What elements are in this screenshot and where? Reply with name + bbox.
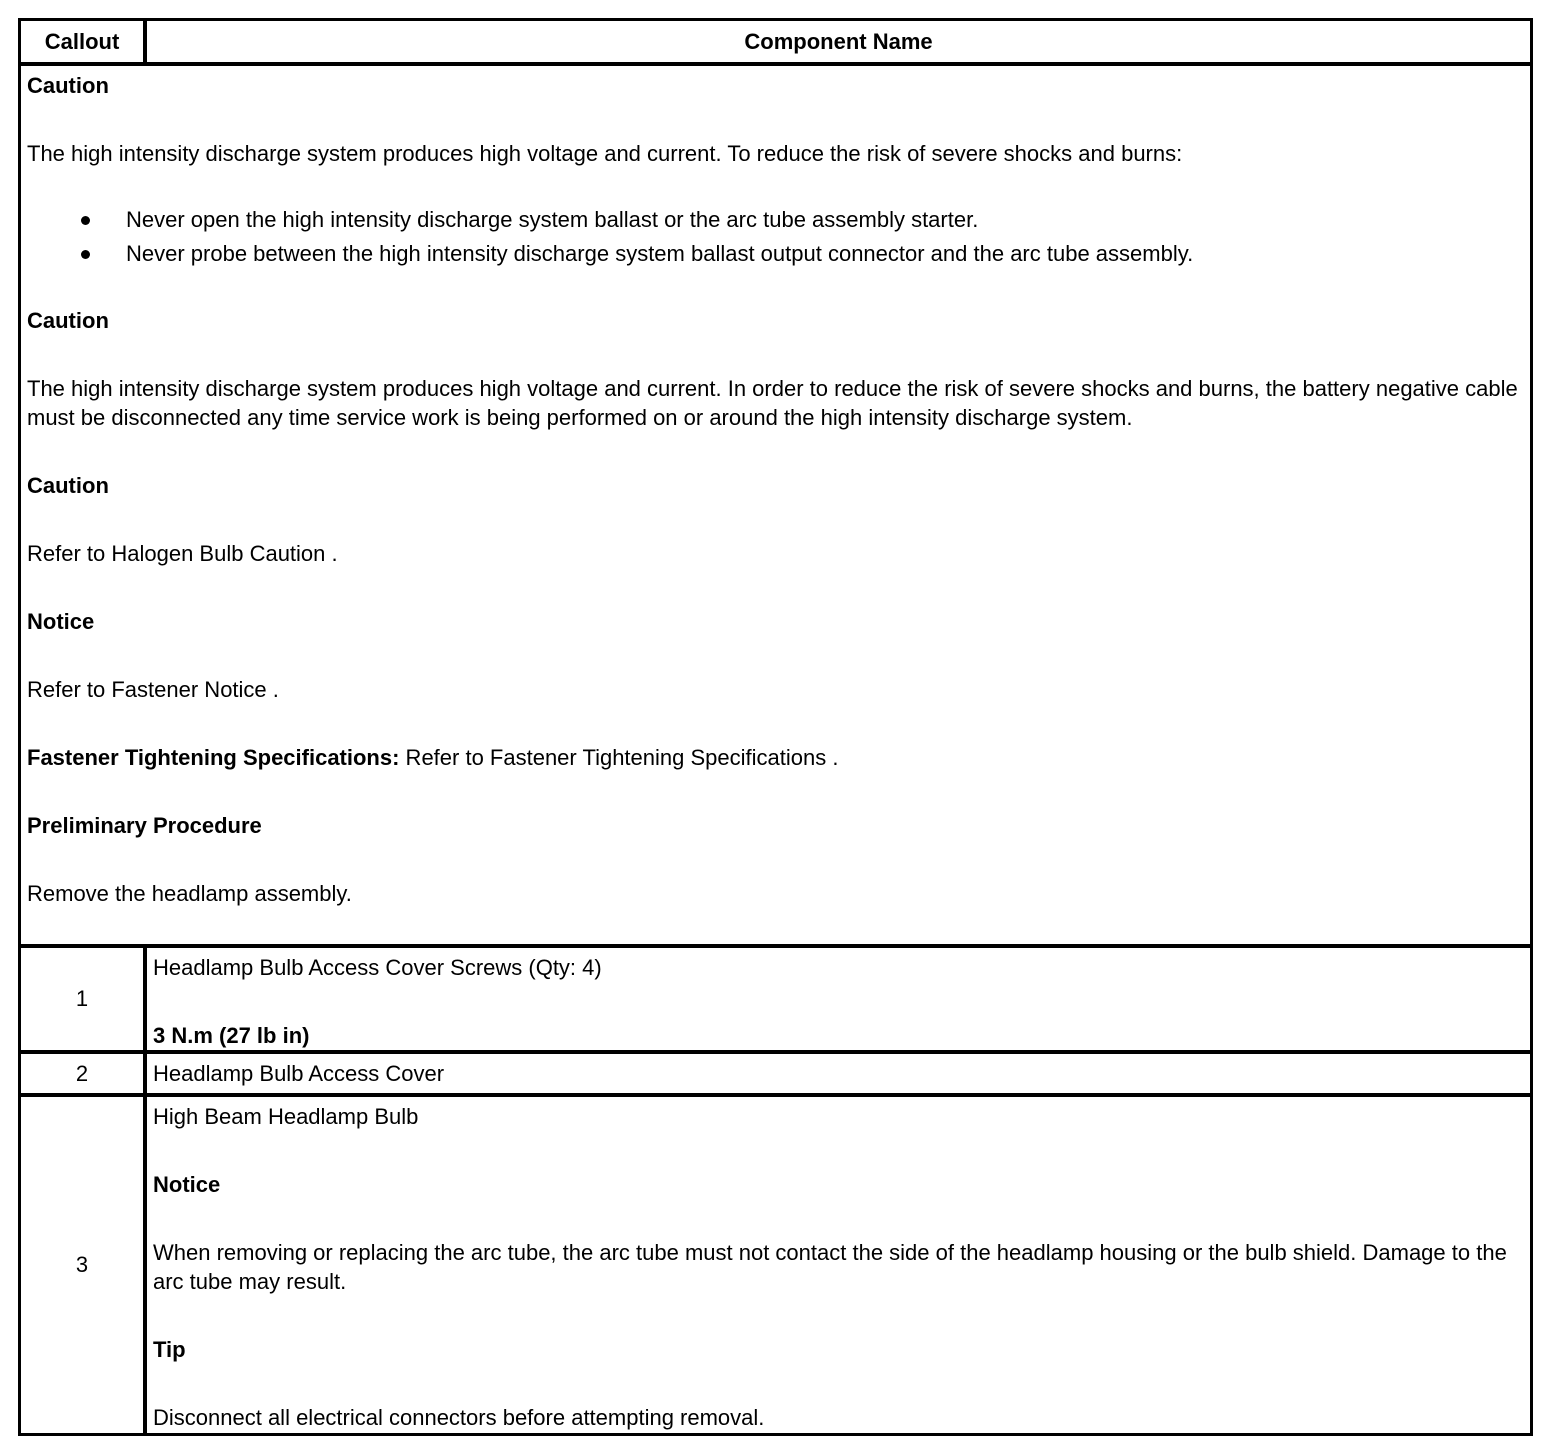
bullet-item: Never probe between the high intensity discharge system ballast output connector and the arc tube assembly. — [79, 237, 1524, 271]
fastener-text: Refer to Fastener Tightening Specifications . — [399, 745, 839, 770]
component-name: Headlamp Bulb Access Cover — [153, 1061, 445, 1086]
caution-title: Caution — [27, 308, 109, 333]
component-name: High Beam Headlamp Bulb — [153, 1104, 419, 1129]
notice-title: Notice — [153, 1172, 221, 1197]
intro-row — [21, 62, 1530, 944]
torque-spec: 3 N.m (27 lb in) — [153, 1023, 310, 1048]
preliminary-title: Preliminary Procedure — [27, 813, 262, 838]
component-cell — [147, 1054, 1530, 1093]
callout-number: 1 — [21, 948, 147, 1050]
notice-text: Refer to Fastener Notice . — [27, 677, 279, 702]
caution-bullets — [27, 203, 1524, 271]
component-table — [18, 18, 1533, 1436]
component-name: Headlamp Bulb Access Cover Screws (Qty: 4) — [153, 955, 602, 980]
component-cell — [147, 1097, 1530, 1433]
notice-text: When removing or replacing the arc tube, the arc tube must not contact the side of the headlamp housing or the bulb shield. Damage to the arc tube may result. — [153, 1240, 1507, 1294]
notice-title: Notice — [27, 609, 95, 634]
table-row — [21, 1050, 1530, 1093]
table-row — [21, 1093, 1530, 1433]
preliminary-text: Remove the headlamp assembly. — [27, 881, 352, 906]
bullet-item: Never open the high intensity discharge system ballast or the arc tube assembly starter. — [79, 203, 1524, 237]
fastener-label: Fastener Tightening Specifications: — [27, 745, 400, 770]
component-name-header: Component Name — [744, 28, 933, 54]
callout-number: 2 — [21, 1054, 147, 1093]
caution-title: Caution — [27, 473, 109, 498]
intro-cell — [21, 66, 1530, 944]
callout-header: Callout — [21, 21, 147, 62]
caution-text: The high intensity discharge system produces high voltage and current. In order to reduce the risk of severe shocks and burns, the battery negative cable must be disconnected any time service work is being performed on or around the high intensity discharge system. — [27, 376, 1518, 430]
caution-text: Refer to Halogen Bulb Caution . — [27, 541, 338, 566]
component-cell — [147, 948, 1530, 1050]
tip-title: Tip — [153, 1337, 186, 1362]
table-header — [21, 21, 1530, 62]
tip-text: Disconnect all electrical connectors before attempting removal. — [153, 1405, 765, 1430]
callout-number: 3 — [21, 1097, 147, 1433]
caution-title: Caution — [27, 73, 109, 98]
caution-text: The high intensity discharge system produces high voltage and current. To reduce the risk of severe shocks and burns: — [27, 141, 1183, 166]
table-row — [21, 944, 1530, 1050]
